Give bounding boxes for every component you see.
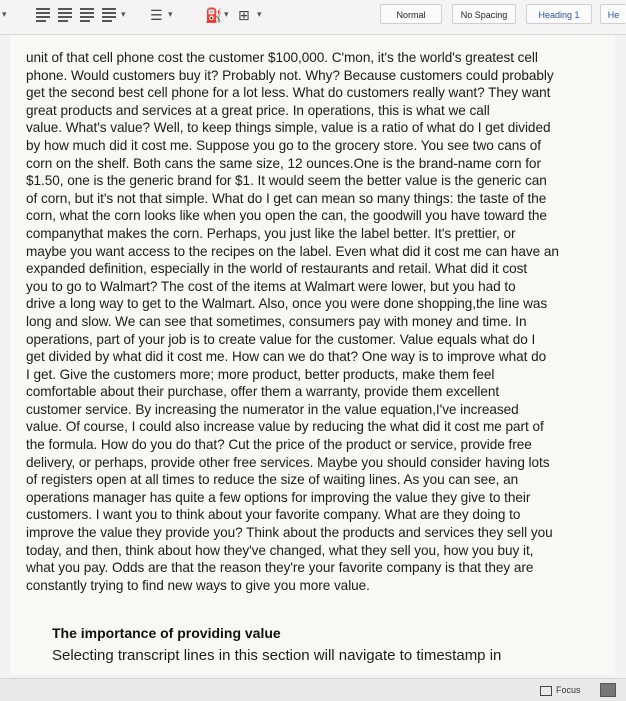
- align-right-icon[interactable]: [80, 8, 94, 21]
- chevron-down-icon[interactable]: ▾: [257, 10, 262, 20]
- paint-bucket-icon[interactable]: ⛽: [205, 8, 223, 24]
- align-center-icon[interactable]: [58, 8, 72, 21]
- focus-button[interactable]: [540, 683, 581, 697]
- bullet-list-icon[interactable]: ☰: [150, 8, 163, 24]
- style-normal[interactable]: Normal: [380, 4, 442, 24]
- focus-icon: [540, 686, 552, 696]
- style-no-spacing[interactable]: No Spacing: [452, 4, 516, 24]
- chevron-down-icon[interactable]: ▾: [168, 10, 173, 20]
- style-heading-2[interactable]: He: [600, 4, 626, 24]
- ribbon-toolbar: [0, 0, 626, 35]
- status-bar: [0, 678, 626, 701]
- align-left-icon[interactable]: [36, 8, 50, 21]
- layout-icon[interactable]: [600, 683, 616, 697]
- style-heading-1[interactable]: Heading 1: [526, 4, 592, 24]
- chevron-down-icon[interactable]: ▾: [224, 10, 229, 20]
- section-heading[interactable]: The importance of providing value: [52, 625, 281, 641]
- justify-icon[interactable]: [102, 8, 116, 21]
- chevron-down-icon[interactable]: ▾: [121, 10, 126, 20]
- document-page[interactable]: [10, 35, 615, 675]
- transcript-note-line[interactable]: Selecting transcript lines in this section will navigate to timestamp in: [52, 647, 502, 664]
- document-body-text[interactable]: unit of that cell phone cost the customer $100,000. C'mon, it's the world's greatest cell phone. Would customers buy it? Probably not. Why? Because customers could probably get the second best cell phone for a lot less. What do customers really want? They want great products and services at a great price. In operations, this is what we call value. What's value? Well, to keep things simple, value is a ratio of what do I get divided by how much did it cost me. Suppose you go to the grocery store. You see two cans of corn on the shelf. Both cans the same size, 12 ounces.One is the brand-name corn for $1.50, one is the generic brand for $1. It would seem the better value is the generic can of corn, but it's not that simple. What do I get can mean so many things: the taste of the corn, what the corn looks like when you open the can, the goodwill you have toward the companythat makes the corn. Perhaps, you just like the label better. It's prettier, or maybe you want access to the recipes on the label. Even what did it cost me can have an expanded definition, especially in the world of restaurants and retail. What did it cost you to go to Walmart? The cost of the items at Walmart were lower, but you had to drive a long way to get to the Walmart. Also, once you were done shopping,the line was long and slow. We can see that sometimes, consumers pay with money and time. In operations, part of your job is to create value for the customer. Value equals what do I get divided by what did it cost me. How can we do that? One way is to improve what do I get. Give the customers more; more product, better products, make them feel comfortable about their purchase, offer them a warranty, provide them excellent customer service. By increasing the numerator in the value equation,I've increased value. Of course, I could also increase value by reducing the what did it cost me part of the formula. How do you do that? Cut the price of the product or service, provide free delivery, or perhaps, provide other free services. Maybe you should consider having lots of registers open at all times to reduce the size of waiting lines. As you can see, an operations manager has quite a few options for improving the value they give to their customers. I want you to think about your favorite company. What are they doing to improve the value they provide you? Think about the products and services they sell you today, and then, think about how they've changed, what they sell you, how you buy it, what you pay. Odds are that the reason they're your favorite company is that they are constantly trying to find new ways to give you more value.: [26, 50, 559, 593]
- borders-icon[interactable]: ⊞: [238, 8, 250, 24]
- chevron-down-icon[interactable]: ▾: [2, 10, 7, 20]
- focus-label: Focus: [556, 685, 581, 695]
